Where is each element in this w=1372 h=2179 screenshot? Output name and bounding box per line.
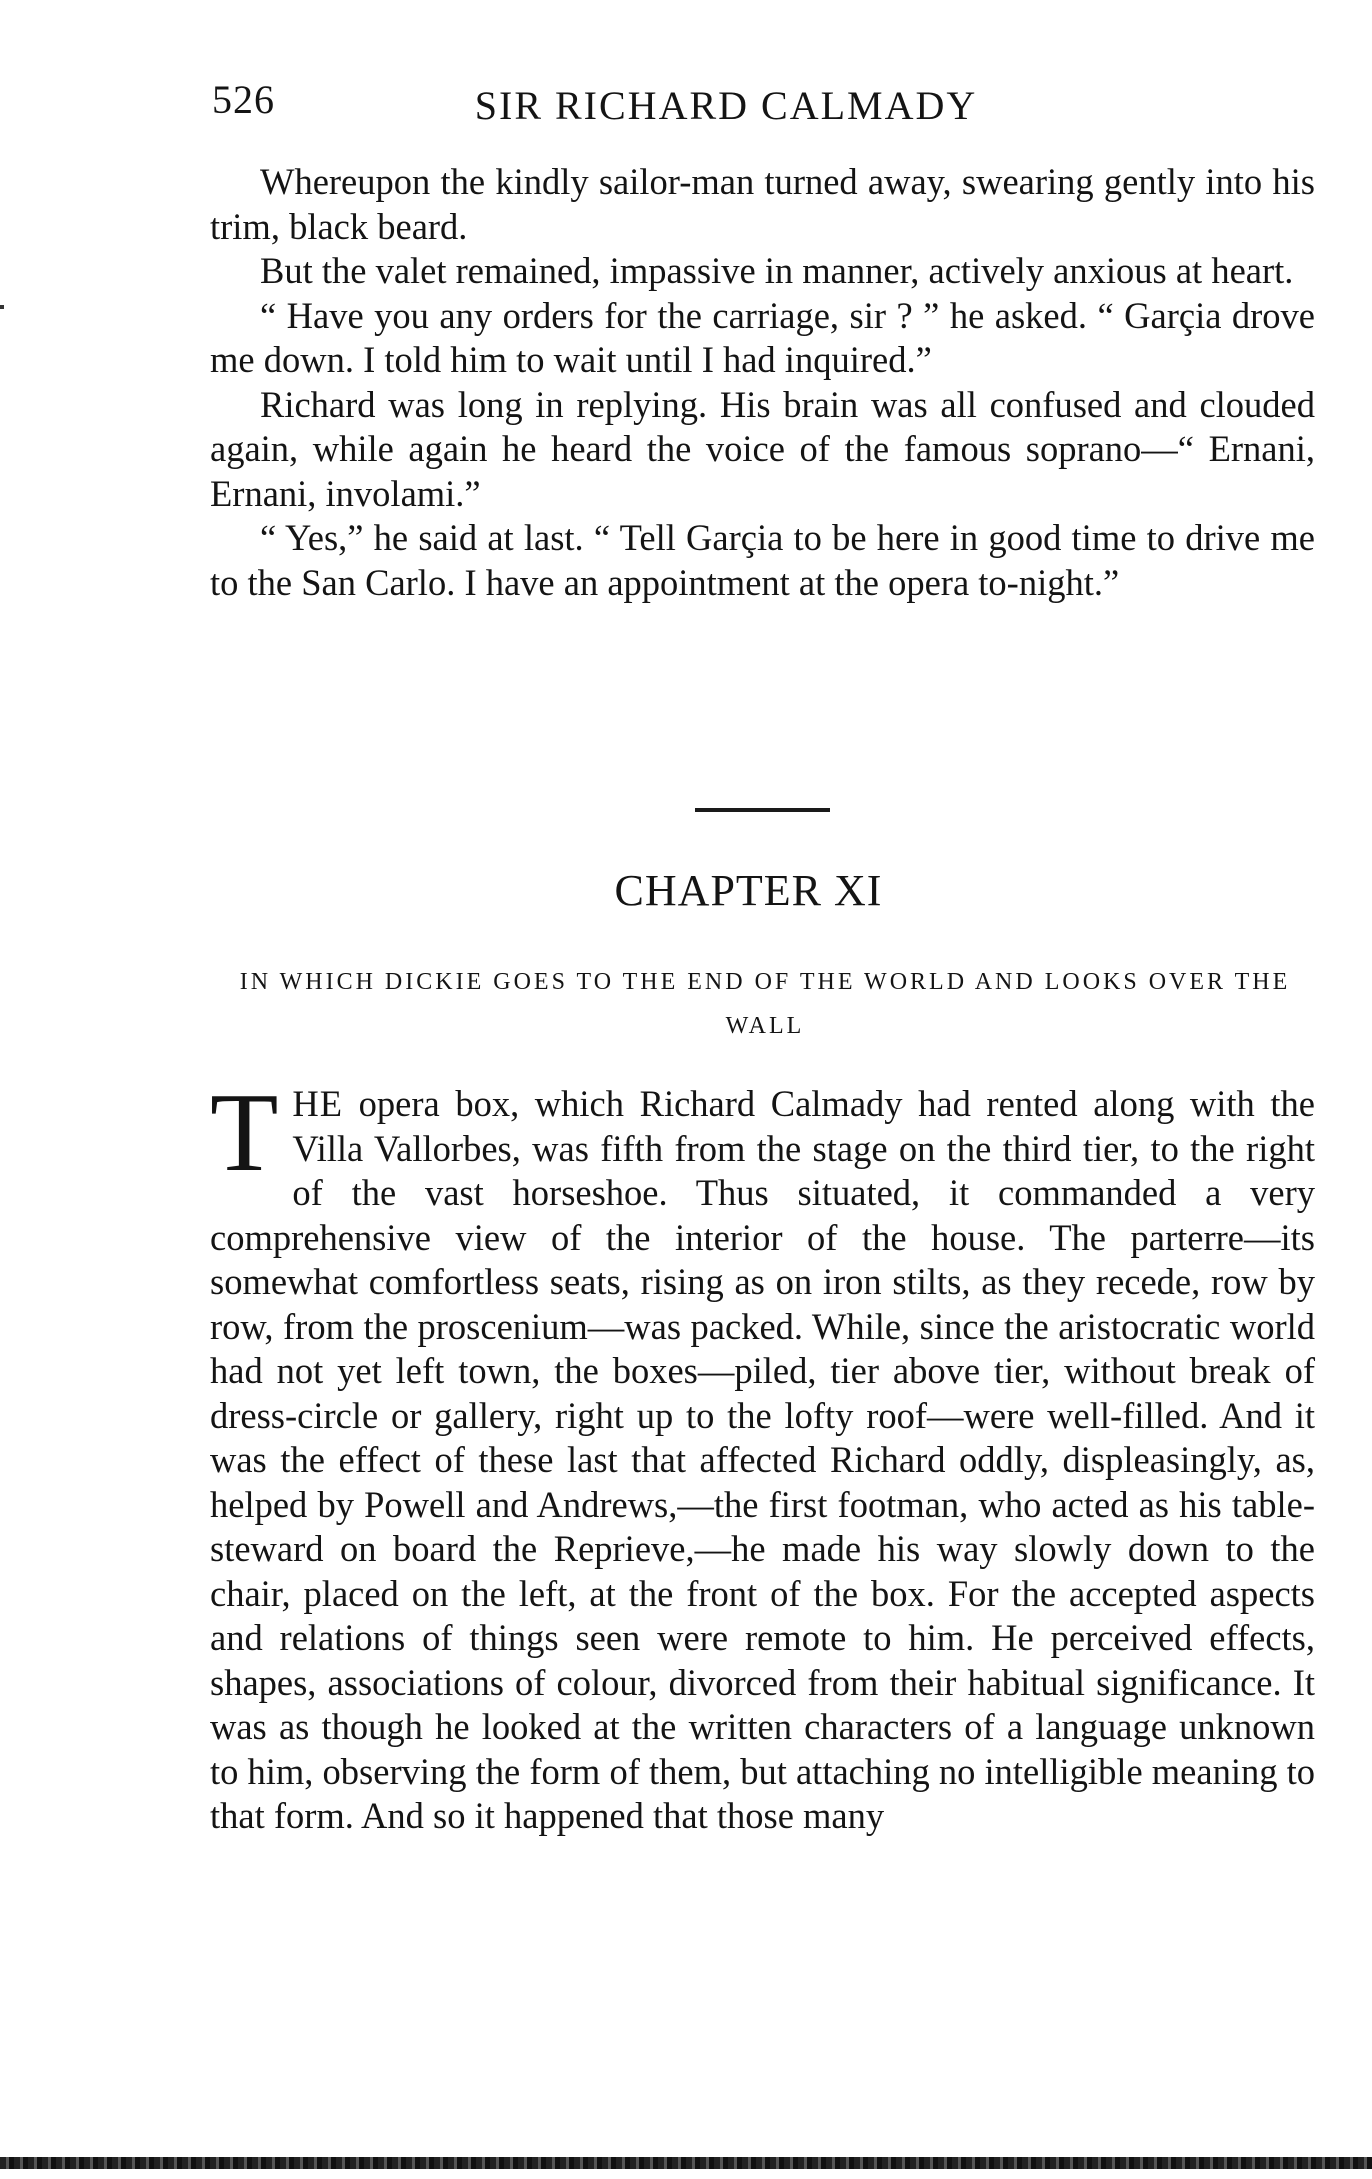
drop-cap: T [210, 1071, 279, 1195]
paragraph: “ Yes,” he said at last. “ Tell Garçia to be here in good time to drive me to the San Carlo. I have an appointment at the opera to-night.” [210, 517, 1315, 603]
page-edge [0, 2157, 1372, 2169]
paragraph: “ Have you any orders for the carriage, sir ? ” he asked. “ Garçia drove me down. I told him to wait until I had inquired.” [210, 294, 1315, 380]
chapter-body [210, 1071, 1315, 1839]
paragraph: Whereupon the kindly sailor-man turned away, swearing gently into his trim, black beard. [210, 161, 1315, 247]
margin-mark [0, 305, 4, 309]
page-number: 526 [212, 77, 275, 122]
lead-in: HE [292, 1083, 344, 1124]
section-divider [695, 808, 830, 812]
running-head: SIR RICHARD CALMADY [474, 83, 978, 128]
chapter-title: CHAPTER XI [614, 866, 883, 915]
chapter-subtitle: IN WHICH DICKIE GOES TO THE END OF THE WORLD AND LOOKS OVER THE WALL [239, 969, 1291, 1039]
opening-paragraph [210, 1071, 1315, 1839]
paragraph: But the valet remained, impassive in manner, actively anxious at heart. [260, 250, 1294, 291]
previous-chapter-ending [210, 160, 1315, 605]
paragraph: Richard was long in replying. His brain was all confused and clouded again, while again he heard the voice of the famous soprano—“ Ernani, Ernani, involami.” [210, 383, 1315, 514]
paragraph-text: opera box, which Richard Calmady had rented along with the Villa Vallorbes, was fifth from the stage on the third tier, to the right of the vast horseshoe. Thus situated, it commanded a very comprehensive view of the interior of the house. The parterre—its somewhat comfortless seats, rising as on iron stilts, as they recede, row by row, from the proscenium—was packed. While, since the aristocratic world had not yet left town, the boxes—piled, tier above tier, without break of dress-circle or gallery, right up to the lofty roof—were well-filled. And it was the effect of these last that affected Richard oddly, displeasingly, as, helped by Powell and Andrews,—the first footman, who acted as his table-steward on board the Reprieve,—he made his way slowly down to the chair, placed on the left, at the front of the box. For the accepted aspects and relations of things seen were remote to him. He perceived effects, shapes, associations of colour, divorced from their habitual significance. It was as though he looked at the written characters of a language unknown to him, observing the form of them, but attaching no intelligible meaning to that form. And so it happened that those many [210, 1083, 1315, 1836]
